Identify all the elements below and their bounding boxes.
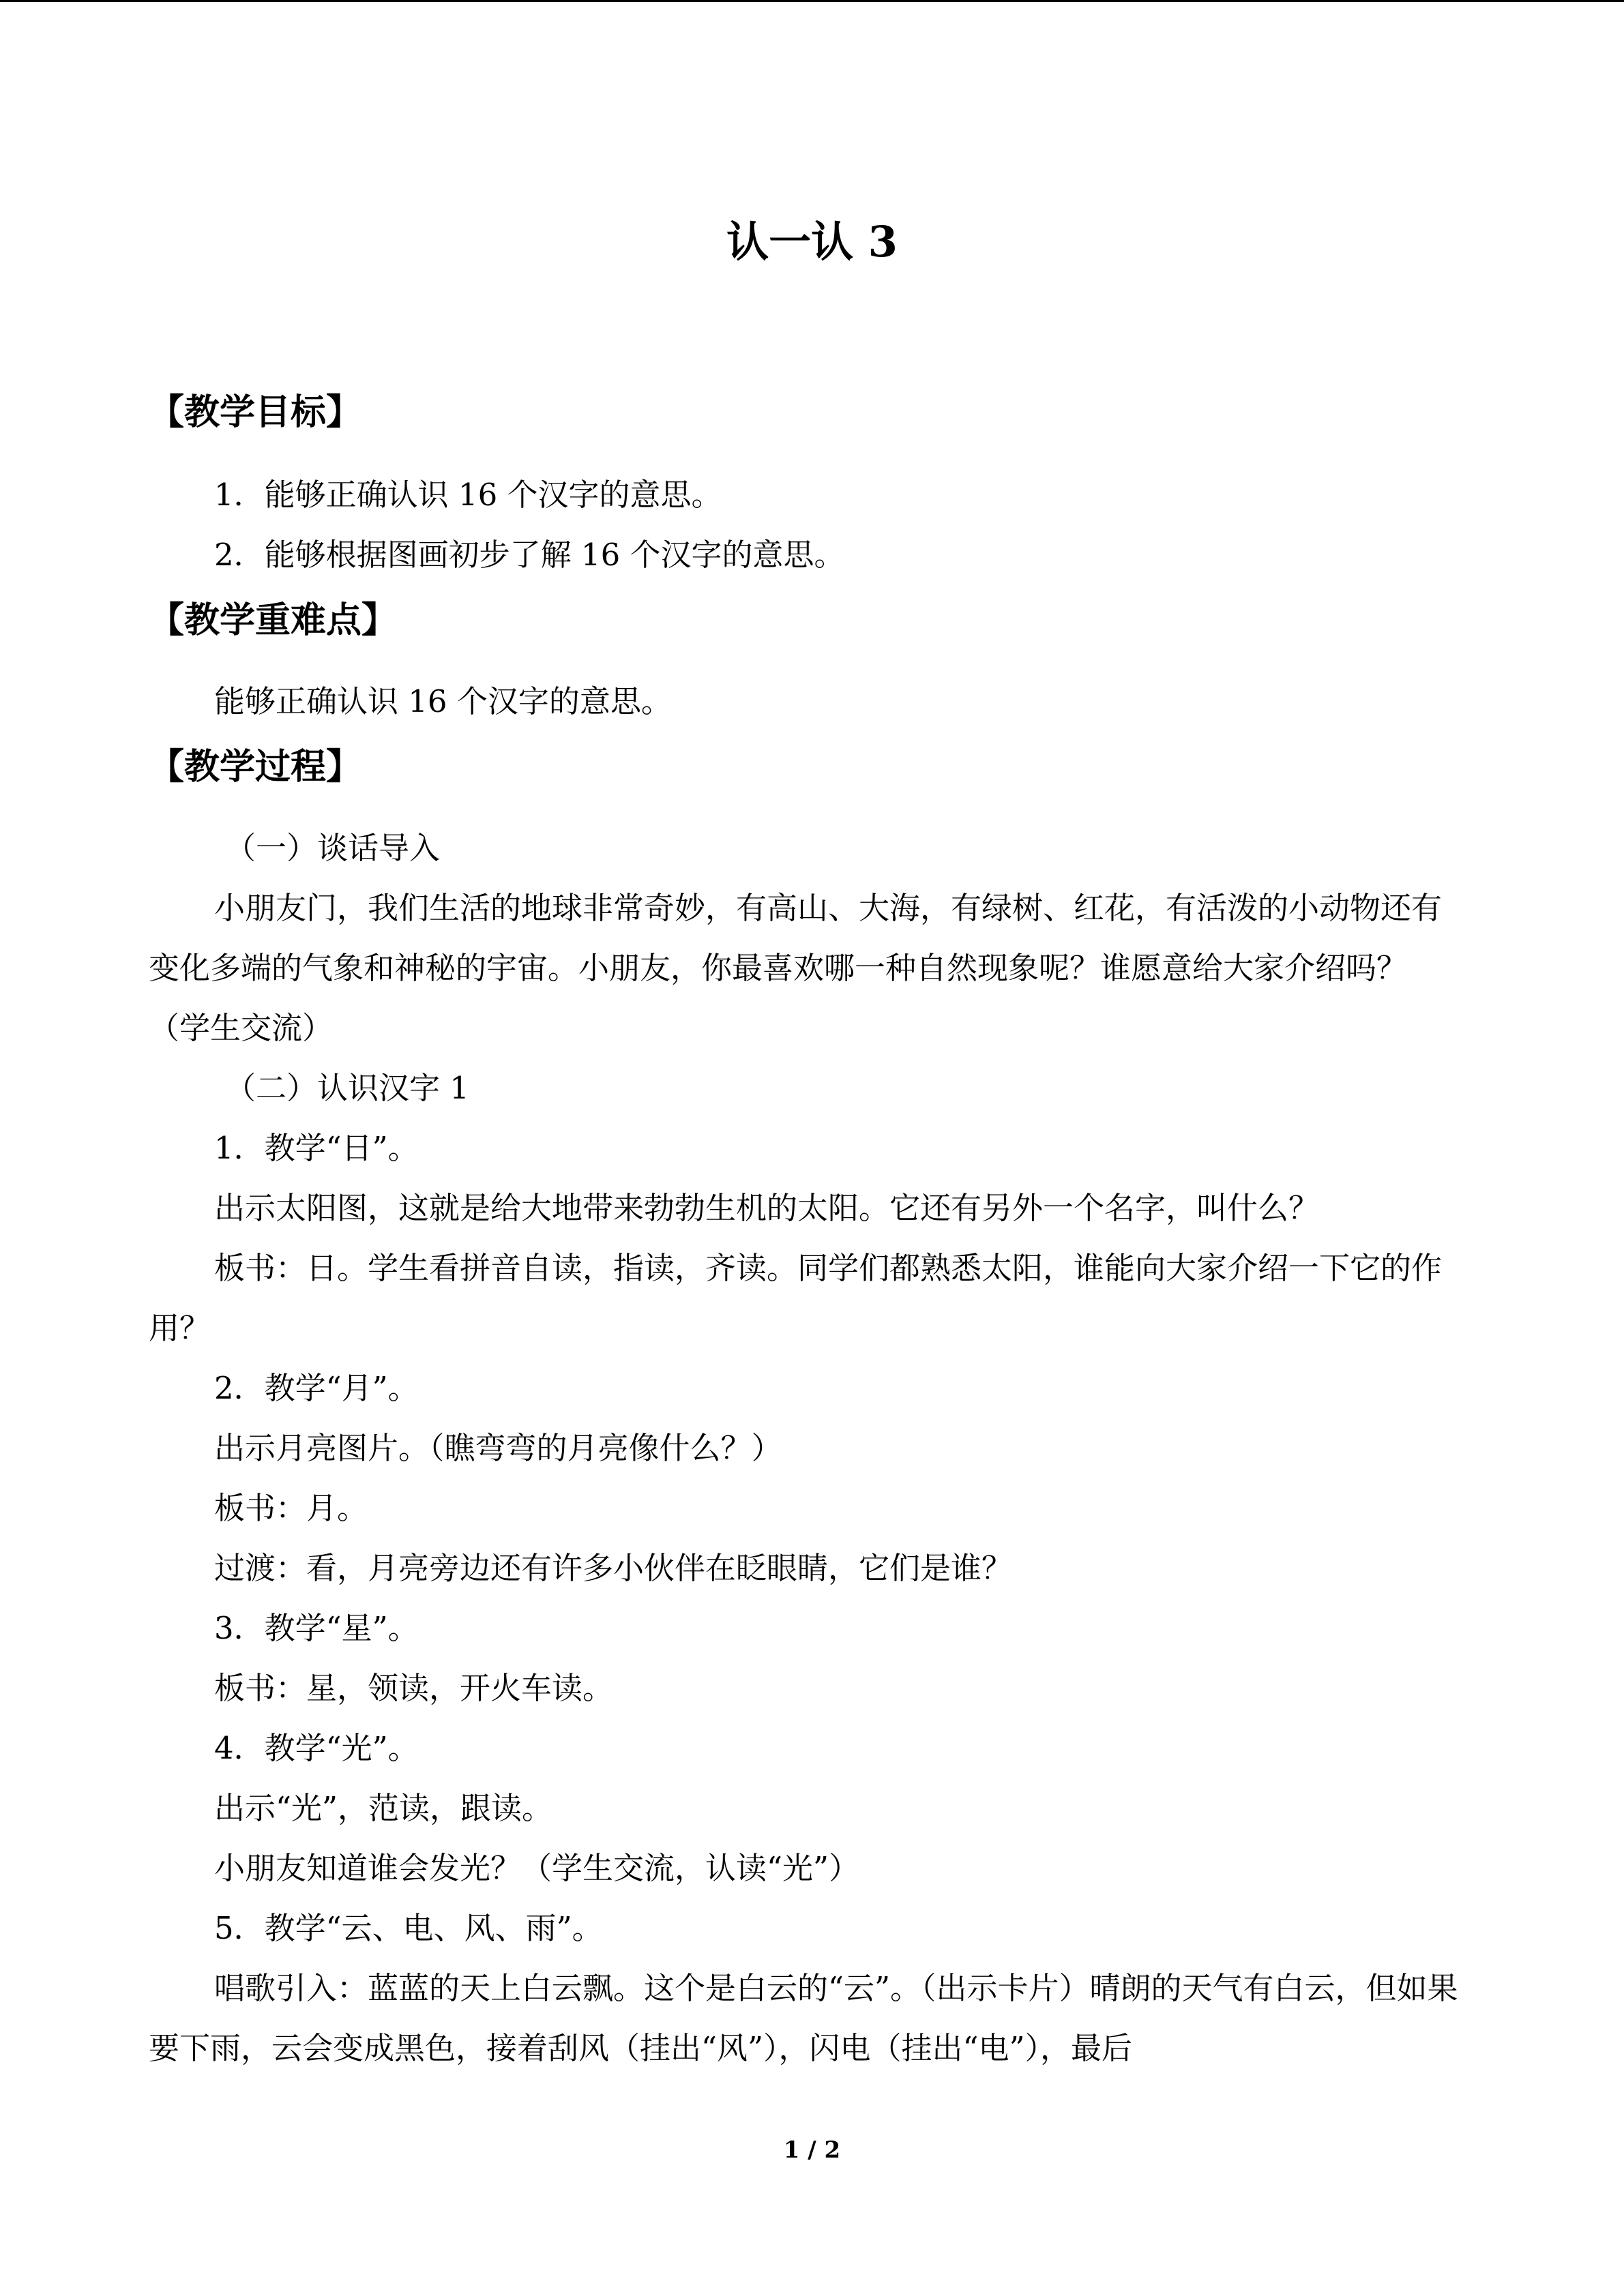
- process-step-2-board: 板书：月。: [214, 1490, 368, 1526]
- section-heading-process: 【教学过程】: [149, 747, 362, 788]
- key-point-item-1: 能够正确认识 16 个汉字的意思。: [214, 683, 672, 719]
- process-step-2-title: 2．教学“月”。: [214, 1370, 419, 1406]
- process-subheading-characters: （二）认识汉字 1: [225, 1070, 469, 1106]
- objective-item-1: 1．能够正确认识 16 个汉字的意思。: [214, 477, 722, 513]
- process-step-1-title: 1．教学“日”。: [214, 1130, 419, 1166]
- process-step-1-board: 板书：日。学生看拼音自读，指读，齐读。同学们都熟悉太阳，谁能向大家介绍一下它的作用？: [149, 1250, 1443, 1346]
- process-step-3-title: 3．教学“星”。: [214, 1610, 419, 1646]
- process-paragraph-intro: 小朋友门，我们生活的地球非常奇妙，有高山、大海，有绿树、红花，有活泼的小动物还有变化多端的气象和神秘的宇宙。小朋友，你最喜欢哪一种自然现象呢？谁愿意给大家介绍吗？（学生交流）: [149, 890, 1443, 1046]
- process-step-2-transition: 过渡：看，月亮旁边还有许多小伙伴在眨眼睛，它们是谁？: [214, 1550, 1013, 1586]
- section-heading-key-points: 【教学重难点】: [149, 600, 398, 641]
- process-step-1-text: 出示太阳图，这就是给大地带来勃勃生机的太阳。它还有另外一个名字，叫什么？: [214, 1190, 1320, 1226]
- objective-item-2: 2．能够根据图画初步了解 16 个汉字的意思。: [214, 537, 845, 573]
- top-border-rule: [0, 0, 1624, 2]
- process-step-2-text: 出示月亮图片。（瞧弯弯的月亮像什么？）: [214, 1430, 782, 1466]
- process-step-5-title: 5．教学“云、电、风、雨”。: [214, 1910, 603, 1946]
- page-number: 1 / 2: [783, 2136, 841, 2164]
- document-title: 认一认 3: [726, 217, 898, 267]
- process-step-4-text: 出示“光”，范读，跟读。: [214, 1790, 553, 1826]
- section-heading-objectives: 【教学目标】: [149, 392, 362, 433]
- process-subheading-intro: （一）谈话导入: [225, 830, 441, 866]
- process-step-3-board: 板书：星，领读，开火车读。: [214, 1670, 614, 1706]
- process-step-5-text: 唱歌引入：蓝蓝的天上白云飘。这个是白云的“云”。（出示卡片）晴朗的天气有白云，但如果要下雨，云会变成黑色，接着刮风（挂出“风”），闪电（挂出“电”），最后: [149, 1970, 1458, 2066]
- process-step-4-question: 小朋友知道谁会发光？（学生交流，认读“光”）: [214, 1850, 860, 1886]
- process-step-4-title: 4．教学“光”。: [214, 1730, 419, 1766]
